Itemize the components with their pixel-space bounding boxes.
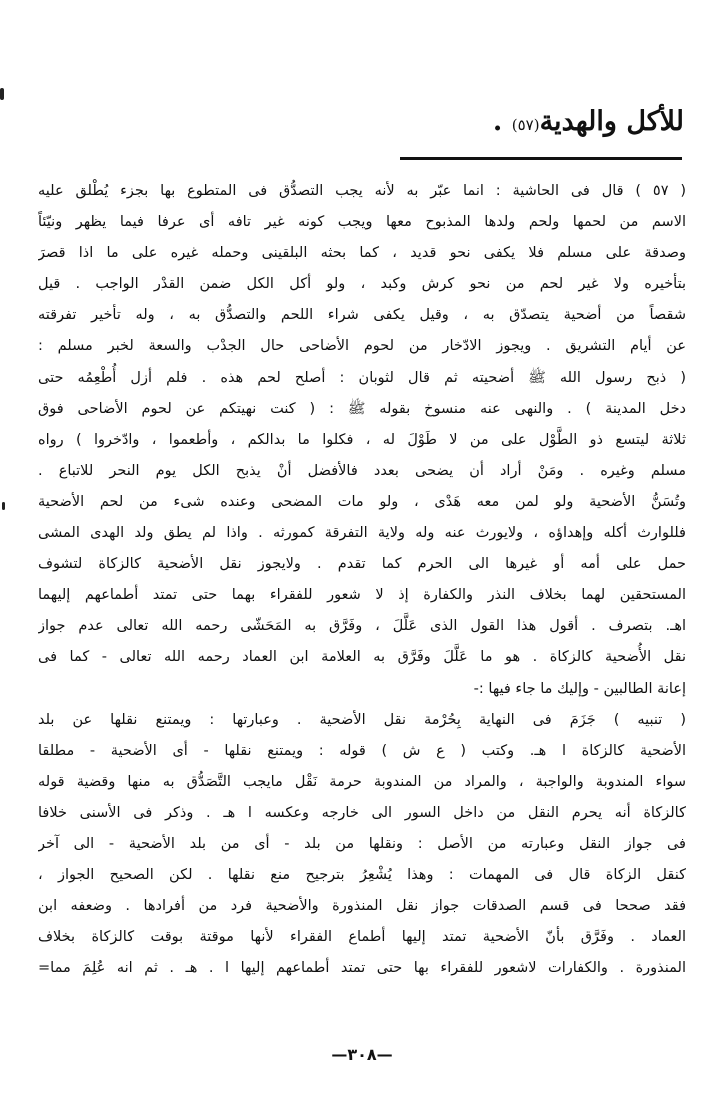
footnote-line: بتأخيره ولا غير لحم من نحو كرش وكبد ، ولو أكل الكل ضمن القدْر الواجب . قيل [38, 276, 686, 293]
footnote-line: العماد . وفَرَّق بأنّ الأضحية تمتد إليها أطماع الفقراء لأنها موقتة بوقت كالزكاة بخلاف [38, 929, 686, 946]
footnote-line: إعانة الطالبين - وإليك ما جاء فيها :- [473, 680, 686, 697]
section-heading [324, 106, 684, 137]
footnote-line: شقصاً من أضحية يتصدّق به ، وقيل يكفى شراء اللحم والتصدُّق به ، وله تأخير تفرقته [38, 307, 686, 324]
footnote-line: كنقل الزكاة قال فى المهمات : وهذا يُشْعِرُ بترجيح منع نقلها . لكن الصحيح الجواز ، [38, 867, 686, 884]
footnote-line: حمل على أمه أو غيرها الى الحرم كما تقدم . ولايجوز نقل الأضحية كالزكاة لتشوف [38, 556, 686, 573]
footnote-line: دخل المدينة ) . والنهى عنه منسوخ بقوله ﷺ : ( كنت نهيتكم عن لحوم الأضاحى فوق [38, 400, 686, 417]
footnote-line: عن أيام التشريق . ويجوز الادّخار من لحوم الأضاحى حال الجدْب والسعة لخبر مسلم : [38, 338, 686, 355]
footnote-line: وصدقة على مسلم فلا يكفى نحو قديد ، كما بحثه البلقينى وحمله غيره على ما اذا قصرَ [38, 245, 686, 262]
heading-note-ref: (٥٧) [511, 116, 540, 134]
footnote-line: فى جواز النقل وعبارته من الأصل : ونقلها من بلد - أى من بلد الأضحية - الى آخر [38, 835, 686, 852]
footnote-line: ( ذبح رسول الله ﷺ أضحيته ثم قال لثوبان : أصلح لحم هذه . فلم أزل أُطْعِمُه حتى [38, 369, 686, 386]
heading-title: للأكل والهدية [539, 106, 684, 137]
page-number: —٣٠٨— [331, 1045, 393, 1064]
scan-mark-left-lower [2, 502, 5, 510]
footnote-line: الأضحية كالزكاة ا هـ. وكتب ( ع ش ) قوله : ويمتنع نقلها - أى الأضحية - مطلقا [38, 742, 686, 759]
footnote-line: ( تنبيه ) جَزَمَ فى النهاية بِحُرْمة نقل الأضحية . وعبارتها : ويمتنع نقلها عن بلد [38, 711, 686, 728]
footnote-line: ثلاثة ليتسع ذو الطَّوْل على من لا طَوْلَ له ، فكلوا ما بدالكم ، وأطعموا ، وادّخروا ) رواه [38, 431, 686, 448]
footnote-line: سواء المندوبة والواجبة ، والمراد من المندوبة حرمة نَقْل مايجب التَّصَدُّق به منها وقضية قوله [38, 773, 686, 790]
footnote-line: اهـ. بتصرف . أقول هذا القول الذى عَلَّلَ ، وفَرَّق به المَحَشّى رحمه الله تعالى عدم جواز [38, 618, 686, 635]
footnote-line: وتُسَنُّ الأضحية ولو لمن معه هَدْى ، ولو مات المضحى وعنده شىء من لحم الأضحية [38, 493, 686, 510]
footnote-line: المستحقين لهما بخلاف النذر والكفارة إذ لا شعور للفقراء بهما حتى تمتد أطماعهم إليهما [38, 587, 686, 604]
heading-suffix: . [492, 106, 512, 137]
scan-mark-left [0, 88, 4, 100]
footnote-line: نقل الأُضحية كالزكاة . هو ما عَلَّلَ وفَرَّق به العلامة ابن العماد رحمه الله تعالى - كما فى [38, 649, 686, 666]
footnote-line: فقد صححا فى قسم الصدقات جواز نقل المنذورة والأضحية فرد من أفرادها . وضعفه ابن [38, 898, 686, 915]
footnote-separator [400, 157, 682, 160]
footnote-line: الاسم من لحمها ولحم ولدها المذبوح معها ويجب كونه غير تافه أى عرفا فيما يظهر ونيّئاً [38, 214, 686, 231]
footnote-body [38, 176, 686, 984]
footnote-line: مسلم وغيره . ومَنْ أراد أن يضحى بعدد فالأفضل أنْ يذبح الكل يوم النحر للاتباع . [38, 462, 686, 479]
footnote-line: فللوارث أكله وإهداؤه ، ولايورث عنه وله ولاية التفرقة كمورثه . واذا لم يطق ولد الهدى المشى [38, 525, 686, 542]
footnote-line: ( ٥٧ ) قال فى الحاشية : انما عبّر به لأنه يجب التصدُّق فى المتطوع بها بجزء يُطْلق عليه [38, 183, 686, 199]
footnote-line: المنذورة . والكفارات لاشعور للفقراء بها حتى تمتد أطماعهم إليها ا . هـ . ثم انه عُلِمَ مما= [38, 960, 686, 977]
footnote-line: كالزكاة أنه يحرم النقل من داخل السور الى خارجه وعكسه ا هـ . وذكر فى الأسنى خلافا [38, 804, 686, 821]
